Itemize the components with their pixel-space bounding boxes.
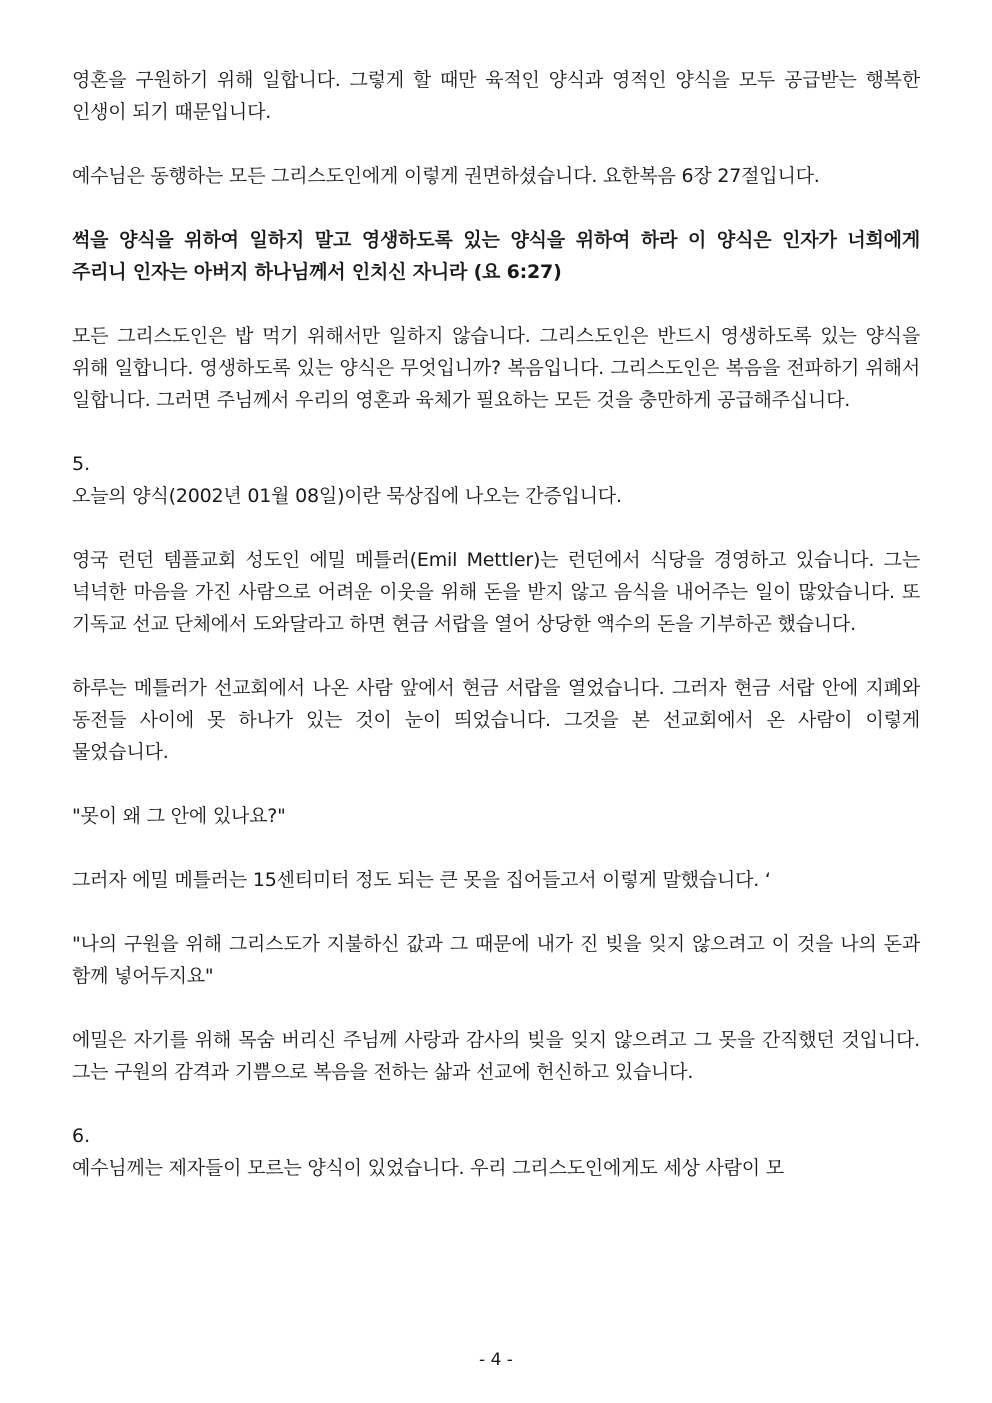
quoted-speech: "나의 구원을 위해 그리스도가 지불하신 값과 그 때문에 내가 진 빚을 잊지 않으려고 이 것을 나의 돈과 함께 넣어두지요" — [72, 933, 920, 987]
section-number: 5. — [72, 453, 91, 475]
paragraph: 영국 런던 템플교회 성도인 에밀 메틀러(Emil Mettler)는 런던에서 식당을 경영하고 있습니다. 그는 넉넉한 마음을 가진 사람으로 어려운 이웃을 위해 돈을 받지 않고 음식을 내어주는 일이 많았습니다. 또 기독교 선교 단체에서 도와달라고 하면 현금 서랍을 열어 상당한 액수의 돈을 기부하곤 했습니다. — [72, 549, 920, 635]
section-number: 6. — [72, 1125, 91, 1147]
paragraph: 모든 그리스도인은 밥 먹기 위해서만 일하지 않습니다. 그리스도인은 반드시 영생하도록 있는 양식을 위해 일합니다. 영생하도록 있는 양식은 무엇입니까? 복음입니다. 그리스도인은 복음을 전파하기 위해서 일합니다. 그러면 주님께서 우리의 영혼과 육체가 필요하는 모든 것을 충만하게 공급해주십니다. — [72, 325, 920, 411]
paragraph: 예수님은 동행하는 모든 그리스도인에게 이렇게 권면하셨습니다. 요한복음 6장 27절입니다. — [72, 165, 820, 187]
paragraph: 영혼을 구원하기 위해 일합니다. 그렇게 할 때만 육적인 양식과 영적인 양식을 모두 공급받는 행복한 인생이 되기 때문입니다. — [72, 69, 920, 123]
paragraph: 하루는 메틀러가 선교회에서 나온 사람 앞에서 현금 서랍을 열었습니다. 그러자 현금 서랍 안에 지폐와 동전들 사이에 못 하나가 있는 것이 눈이 띄었습니다. 그것을 본 선교회에서 온 사람이 이렇게 물었습니다. — [72, 677, 920, 763]
paragraph: 그러자 에밀 메틀러는 15센티미터 정도 되는 큰 못을 집어들고서 이렇게 말했습니다. ‘ — [72, 869, 771, 891]
scripture-quote: 썩을 양식을 위하여 일하지 말고 영생하도록 있는 양식을 위하여 하라 이 양식은 인자가 너희에게 주리니 인자는 아버지 하나님께서 인치신 자니라 (요 6:27) — [72, 229, 920, 283]
page-number: - 4 - — [479, 1350, 513, 1370]
paragraph: 에밀은 자기를 위해 목숨 버리신 주님께 사랑과 감사의 빚을 잊지 않으려고 그 못을 간직했던 것입니다. 그는 구원의 감격과 기쁨으로 복음을 전하는 삶과 선교에 헌신하고 있습니다. — [72, 1029, 920, 1083]
paragraph: 오늘의 양식(2002년 01월 08일)이란 묵상집에 나오는 간증입니다. — [72, 485, 622, 507]
paragraph: 예수님께는 제자들이 모르는 양식이 있었습니다. 우리 그리스도인에게도 세상 사람이 모 — [72, 1157, 784, 1179]
document-page — [72, 64, 920, 1184]
quoted-speech: "못이 왜 그 안에 있나요?" — [72, 805, 286, 827]
